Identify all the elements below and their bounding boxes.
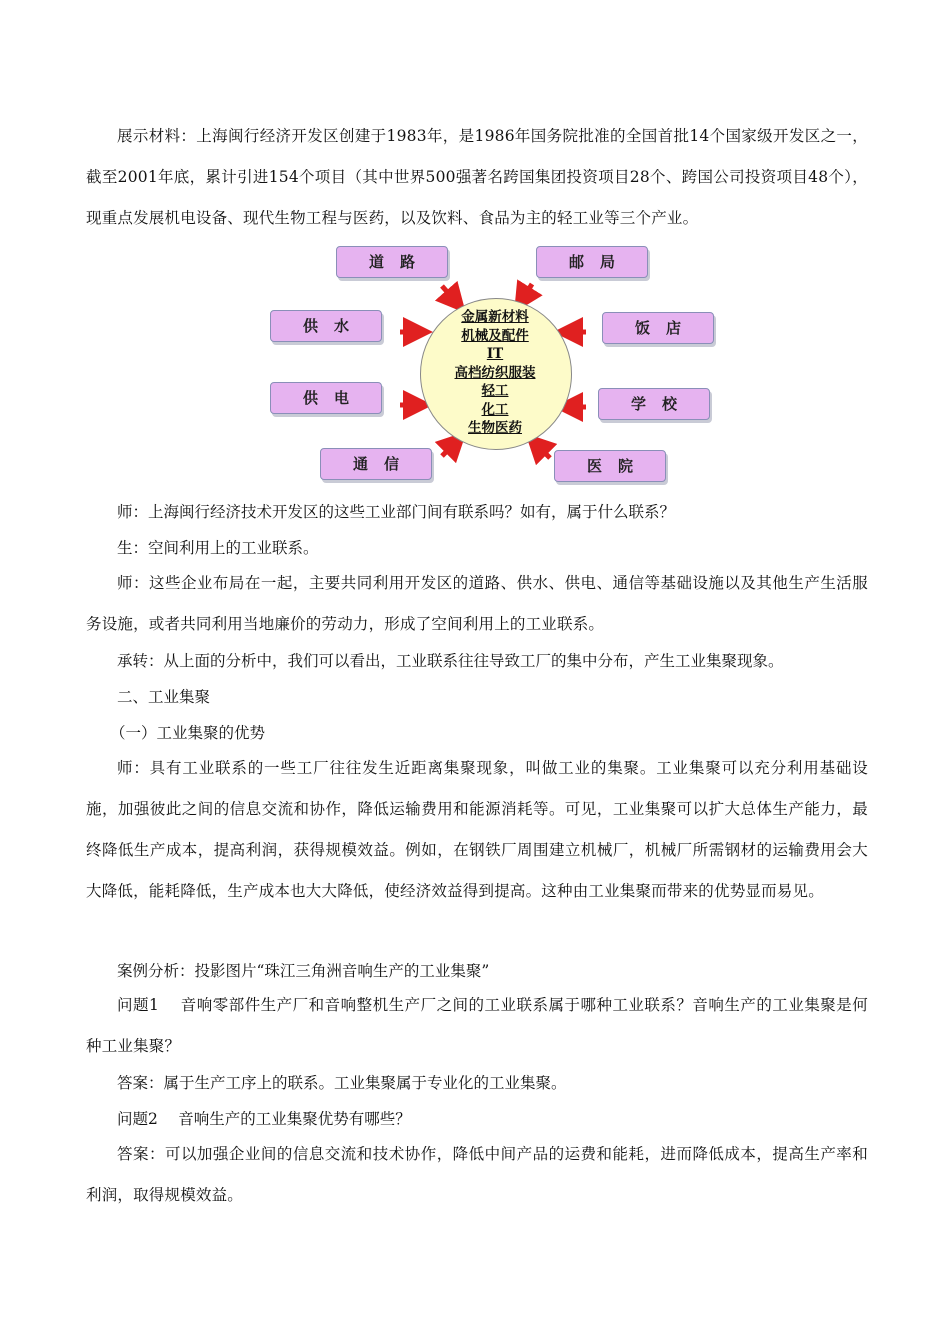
answer-1: 答案：属于生产工序上的联系。工业集聚属于专业化的工业集聚。 <box>117 1074 567 1092</box>
industry-item: 化工 <box>481 401 509 418</box>
question-1: 问题1 音响零部件生产厂和音响整机生产厂之间的工业联系属于哪种工业联系？音响生产的工业集聚是何种工业集聚？ <box>86 996 868 1055</box>
arrow-road <box>442 286 456 302</box>
teacher-question: 师：上海闽行经济技术开发区的这些工业部门间有联系吗？如有，属于什么联系？ <box>117 503 676 521</box>
box-water: 供水 <box>270 310 382 342</box>
box-telecom: 通信 <box>320 448 432 480</box>
subsection-heading: （一）工业集聚的优势 <box>110 724 266 742</box>
box-post: 邮局 <box>536 246 648 278</box>
box-restaurant: 饭店 <box>602 312 714 344</box>
industrial-linkage-diagram <box>260 238 730 490</box>
section-heading: 二、工业集聚 <box>117 688 211 706</box>
box-power: 供电 <box>270 382 382 414</box>
intro-paragraph: 展示材料：上海闽行经济开发区创建于1983年，是1986年国务院批准的全国首批14个国家级开发区之一，截至2001年底，累计引进154个项目（其中世界500强著名跨国集团投资项目28个、跨国公司投资项目48个），现重点发展机电设备、现代生物工程与医药，以及饮料、食品为主的轻工业等三个产业。 <box>86 127 868 227</box>
industry-item: 高档纺织服装 <box>454 364 536 381</box>
industry-item: 金属新材料 <box>461 309 529 325</box>
industry-item: 生物医药 <box>468 420 522 436</box>
question-2: 问题2 音响生产的工业集聚优势有哪些？ <box>117 1110 411 1128</box>
case-analysis: 案例分析：投影图片“珠江三角洲音响生产的工业集聚” <box>117 962 490 980</box>
box-road: 道路 <box>336 246 448 278</box>
industry-list <box>420 308 570 438</box>
arrow-hospital <box>536 444 550 458</box>
arrow-telecom <box>442 442 456 456</box>
box-school: 学校 <box>598 388 710 420</box>
industry-item: IT <box>486 346 504 362</box>
box-hospital: 医院 <box>554 450 666 482</box>
teacher-agglomeration-text: 师：具有工业联系的一些工厂往往发生近距离集聚现象，叫做工业的集聚。工业集聚可以充分利用基础设施，加强彼此之间的信息交流和协作，降低运输费用和能源消耗等。可见，工业集聚可以扩大总体生产能力，最终降低生产成本，提高利润，获得规模效益。例如，在钢铁厂周围建立机械厂，机械厂所需钢材的运输费用会大大降低，能耗降低，生产成本也大大降低，使经济效益得到提高。这种由工业集聚而带来的优势显而易见。 <box>86 759 868 900</box>
arrow-post <box>522 284 532 300</box>
teacher-explanation: 师：这些企业布局在一起，主要共同利用开发区的道路、供水、供电、通信等基础设施以及其他生产生活服务设施，或者共同利用当地廉价的劳动力，形成了空间利用上的工业联系。 <box>86 574 868 633</box>
industry-item: 机械及配件 <box>461 327 529 344</box>
answer-2: 答案：可以加强企业间的信息交流和技术协作，降低中间产品的运费和能耗，进而降低成本，提高生产率和利润，取得规模效益。 <box>86 1145 868 1204</box>
student-answer: 生：空间利用上的工业联系。 <box>117 539 319 557</box>
transition-text: 承转：从上面的分析中，我们可以看出，工业联系往往导致工厂的集中分布，产生工业集聚现象。 <box>117 652 784 670</box>
industry-item: 轻工 <box>481 383 509 399</box>
